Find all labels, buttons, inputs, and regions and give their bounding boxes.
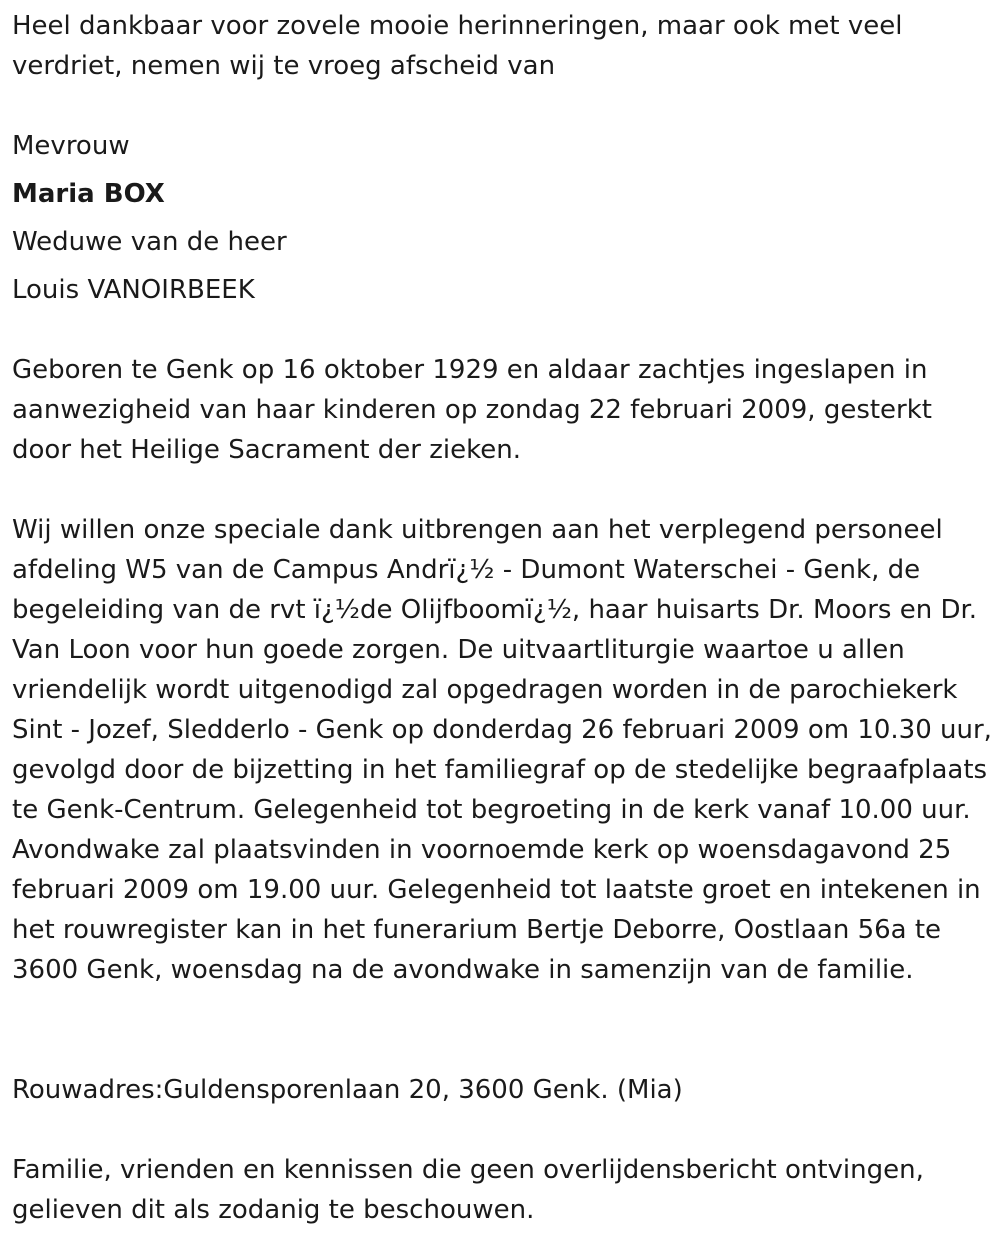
deceased-name: Maria BOX [12,179,165,209]
thanks-paragraph: Wij willen onze speciale dank uitbrengen aan het verplegend personeel afdeling W5 van de Campus Andrï¿½ - Dumont Waterschei - Genk, de begeleiding van de rvt ï¿½de Olijfboomï¿½, haar huisarts Dr. Moors en Dr. Van Loon voor hun goede zorgen. De uitvaartliturgie waartoe u allen vriendelijk wordt uitgenodigd zal opgedragen worden in de parochiekerk Sint - Jozef, Sledderlo - Genk op donderdag 26 februari 2009 om 10.30 uur, gevolgd door de bijzetting in het familiegraf op de stedelijke begraafplaats te Genk-Centrum. Gelegenheid tot begroeting in de kerk vanaf 10.00 uur. Avondwake zal plaatsvinden in voornoemde kerk op woensdagavond 25 februari 2009 om 19.00 uur. Gelegenheid tot laatste groet en intekenen in het rouwregister kan in het funerarium Bertje Deborre, Oostlaan 56a te 3600 Genk, woensdag na de avondwake in samenzijn van de familie. [12,515,992,985]
birth-paragraph: Geboren te Genk op 16 oktober 1929 en aldaar zachtjes ingeslapen in aanwezigheid van haar kinderen op zondag 22 februari 2009, gesterkt door het Heilige Sacrament der zieken. [12,355,932,465]
husband-name: Louis VANOIRBEEK [12,275,255,305]
mourning-address: Rouwadres:Guldensporenlaan 20, 3600 Genk. (Mia) [12,1075,683,1105]
widow-of-label: Weduwe van de heer [12,227,287,257]
intro-paragraph: Heel dankbaar voor zovele mooie herinneringen, maar ook met veel verdriet, nemen wij te vroeg afscheid van [12,11,903,81]
closing-paragraph: Familie, vrienden en kennissen die geen overlijdensbericht ontvingen, gelieven dit als zodanig te beschouwen. [12,1155,924,1225]
salutation: Mevrouw [12,131,130,161]
